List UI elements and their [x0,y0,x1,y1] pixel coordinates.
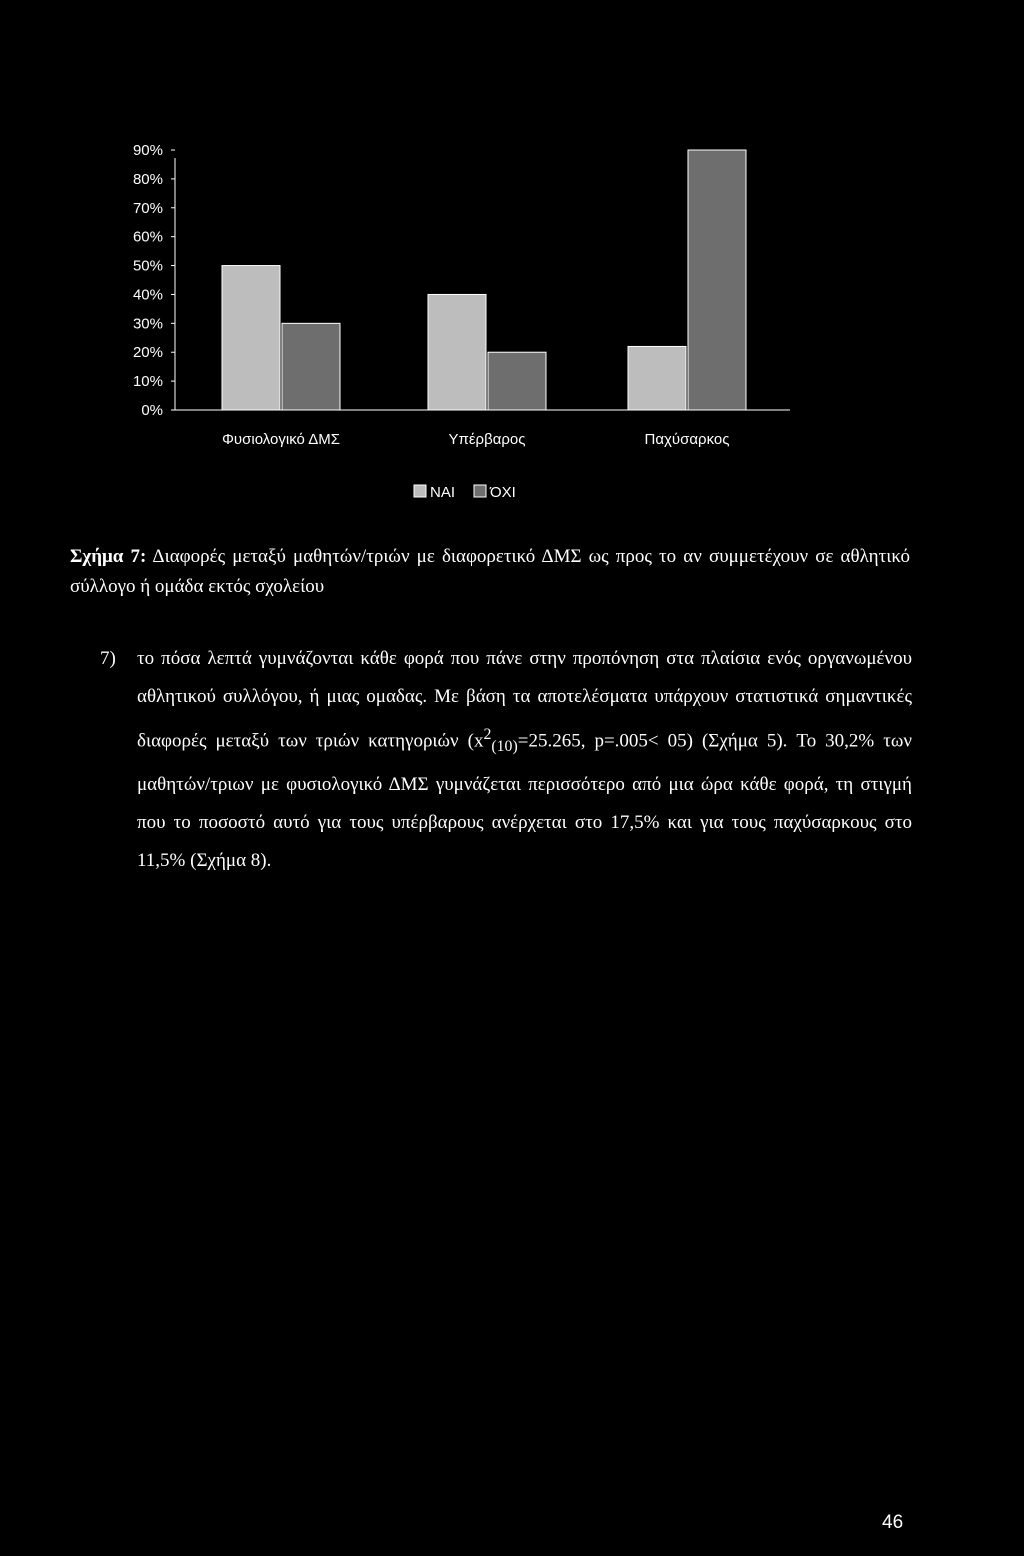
bar-no-1 [488,352,546,410]
paragraph-text-part1: το πόσα λεπτά γυμνάζονται κάθε φορά που πάνε στην προπόνηση στα πλαίσια ενός οργανωμένου αθλητικού συλλόγου, ή μιας ομαδας. Με βάση τα αποτελέσματα υπάρχουν στατιστικά σημαντικές διαφορές μεταξύ των τριών κατηγοριών (x [137,648,912,752]
y-tick-label: 40% [132,286,163,304]
legend-label: ΌΧΙ [490,484,516,501]
bars [222,150,746,410]
bar-no-0 [282,323,340,410]
legend-swatch [414,485,426,497]
item-number: 7) [100,648,116,669]
x-tick-label: Παχύσαρκος [644,431,730,448]
caption-text: Διαφορές μεταξύ μαθητών/τριών με διαφορετικό ΔΜΣ ως προς το αν συμμετέχουν σε αθλητικό σύλλογο ή ομάδα εκτός σχολείου [70,546,910,597]
legend-swatch [474,485,486,497]
page-number: 46 [882,1512,904,1533]
y-axis [133,142,175,419]
body-paragraph [100,640,912,880]
y-tick-label: 60% [132,228,163,246]
superscript: 2 [483,726,492,743]
x-axis [175,410,790,448]
paragraph-text [137,640,912,880]
bar-chart [0,0,1024,520]
y-tick-label: 50% [132,257,163,275]
bar-yes-2 [628,346,686,410]
y-tick-label: 10% [132,373,163,391]
y-tick-label: 30% [132,315,163,333]
x-tick-label: Φυσιολογικό ΔΜΣ [221,431,341,448]
figure-caption [70,542,910,602]
bar-yes-1 [428,294,486,410]
legend-label: ΝΑΙ [430,484,456,501]
y-tick-label: 20% [132,344,163,362]
x-tick-label: Υπέρβαρος [448,431,526,448]
y-tick-label: 70% [132,199,163,217]
bar-no-2 [688,150,746,410]
y-tick-label: 90% [132,142,163,159]
paragraph-text-part2: =25.265, p=.005< 05) (Σχήμα 5). Το 30,2% των μαθητών/τριων με φυσιολογικό ΔΜΣ γυμνάζεται περισσότερο από μια ώρα κάθε φορά, τη στιγμή που το ποσοστό αυτό για τους υπέρβαρους ανέρχεται στο 17,5% και για τους παχύσαρκους στο 11,5% (Σχήμα 8). [137,730,912,872]
y-tick-label: 80% [132,170,163,188]
bar-yes-0 [222,266,280,410]
subscript: (10) [491,738,518,756]
y-tick-label: 0% [141,402,163,419]
legend [414,484,516,501]
caption-label: Σχήμα 7: [70,546,147,567]
